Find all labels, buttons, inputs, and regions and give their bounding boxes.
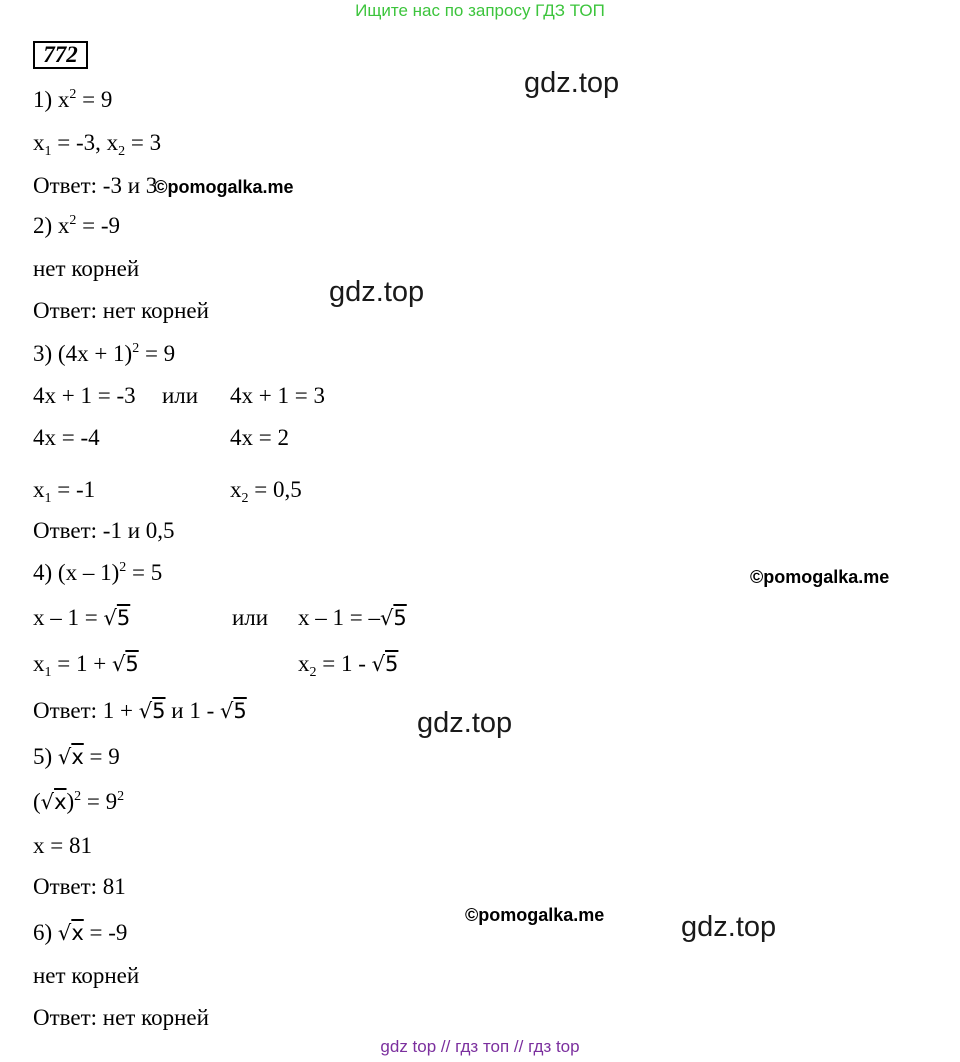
- eq-3-step1-left: 4x + 1 = -3: [33, 383, 136, 408]
- eq-5: 5) √x = 9: [33, 744, 120, 769]
- eq-3-root1: $x_1 = -1$: [33, 477, 96, 506]
- eq-3-step1-right: 4x + 1 = 3: [230, 383, 325, 408]
- eq-3-step2-left: 4x = -4: [33, 425, 100, 450]
- eq-4-step1-right: x – 1 = –√5: [298, 605, 407, 630]
- eq-1-roots: $x_1 = -3$, $x_2 = 3$: [33, 130, 162, 159]
- search-hint-banner: Ищите нас по запросу ГДЗ ТОП: [355, 1, 605, 20]
- eq-6-answer: Ответ: нет корней: [33, 1005, 209, 1030]
- eq-4: 4) (x – 1)$^2$ = 5: [33, 560, 163, 585]
- watermark-pomogalka-2: ©pomogalka.me: [750, 567, 890, 587]
- problem-number: 772: [33, 41, 88, 69]
- eq-4-step1-left: x – 1 = √5: [33, 605, 131, 630]
- eq-4-root1: $x_1 = 1 + √5$: [33, 651, 139, 680]
- eq-2-answer: Ответ: нет корней: [33, 298, 209, 323]
- footer-banner: gdz top // гдз топ // гдз top: [380, 1037, 580, 1056]
- eq-3-root2: $x_2 = 0,5$: [230, 477, 302, 506]
- watermark-gdz-3: gdz.top: [417, 707, 513, 739]
- watermark-gdz-2: gdz.top: [329, 276, 425, 308]
- eq-6-no-roots: нет корней: [33, 963, 140, 988]
- watermark-pomogalka-1: ©pomogalka.me: [154, 177, 294, 197]
- eq-5-result: x = 81: [33, 833, 92, 858]
- eq-3-answer: Ответ: -1 и 0,5: [33, 518, 175, 543]
- eq-4-or: или: [232, 605, 269, 630]
- eq-3-step2-right: 4x = 2: [230, 425, 289, 450]
- eq-1: 1) $x^2 = 9$: [33, 87, 113, 112]
- watermark-gdz-4: gdz.top: [681, 911, 777, 943]
- eq-3-or: или: [162, 383, 199, 408]
- eq-5-answer: Ответ: 81: [33, 874, 126, 899]
- watermark-pomogalka-3: ©pomogalka.me: [465, 905, 605, 925]
- eq-4-answer: Ответ: 1 + √5 и 1 - √5: [33, 698, 247, 723]
- watermark-gdz-1: gdz.top: [524, 67, 620, 99]
- eq-1-answer: Ответ: -3 и 3©pomogalka.me: [33, 173, 294, 198]
- eq-6: 6) √x = -9: [33, 920, 128, 945]
- eq-2-no-roots: нет корней: [33, 256, 140, 281]
- eq-3: 3) $(4x + 1)^2 = 9$: [33, 341, 176, 366]
- eq-5-squared: $(√x)^2 = 9^2$: [33, 789, 125, 814]
- eq-2: 2) $x^2 = -9$: [33, 213, 121, 238]
- eq-4-root2: $x_2 = 1 - √5$: [298, 651, 399, 680]
